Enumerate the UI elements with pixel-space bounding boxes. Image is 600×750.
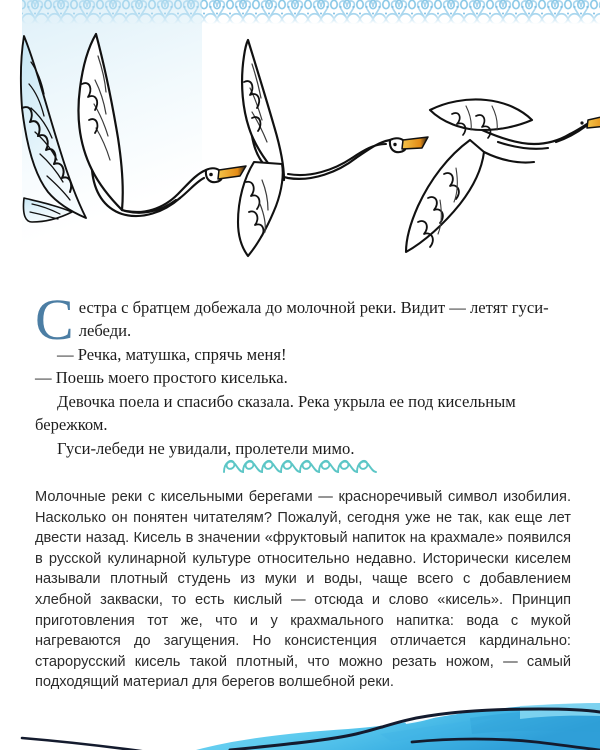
- flying-swans-illustration: [0, 22, 600, 272]
- curly-loop-divider: [0, 452, 600, 480]
- watercolor-river-wave: [0, 688, 600, 750]
- tale-body: [35, 287, 568, 460]
- dropcap-letter: С: [35, 287, 74, 352]
- lace-border-ornament: [22, 0, 600, 24]
- tale-paragraph-1: естра с братцем добежала до молочной реки. Видит — летят гуси-лебеди.: [78, 298, 549, 341]
- dropcap-paragraph: [35, 287, 568, 352]
- tale-paragraph-3: — Поешь моего простого киселька.: [35, 368, 288, 388]
- tale-paragraph-4: Девочка поела и спасибо сказала. Река укрыла ее под кисельным бережком.: [35, 391, 516, 435]
- commentary-text-block: [35, 487, 571, 693]
- tale-text-block: [35, 287, 568, 460]
- tale-paragraph-5: Гуси-лебеди не увидали, пролетели мимо.: [57, 438, 355, 458]
- commentary-paragraph: Молочные реки с кисельными берегами — красноречивый символ изобилия. Насколько он понятен читателям? Пожалуй, сегодня уже не так, как еще лет двести назад. Кисель в значении «фруктовый напиток на крахмале» появился в русской кулинарной культуре относительно недавно. Исторически киселем называли плотный студень из муки и воды, чаще всего с добавлением хлебной закваски, то есть кислый — отсюда и слово «кисель». Принцип приготовления тот же, что и у крахмального напитка: вода с мукой нагреваются до загущения. Но консистенция отличается кардинально: старорусский кисель такой плотный, что можно резать ножом, — самый подходящий материал для берегов волшебной реки.: [35, 489, 571, 691]
- tale-paragraph-2: — Речка, матушка, спрячь меня!: [57, 345, 287, 364]
